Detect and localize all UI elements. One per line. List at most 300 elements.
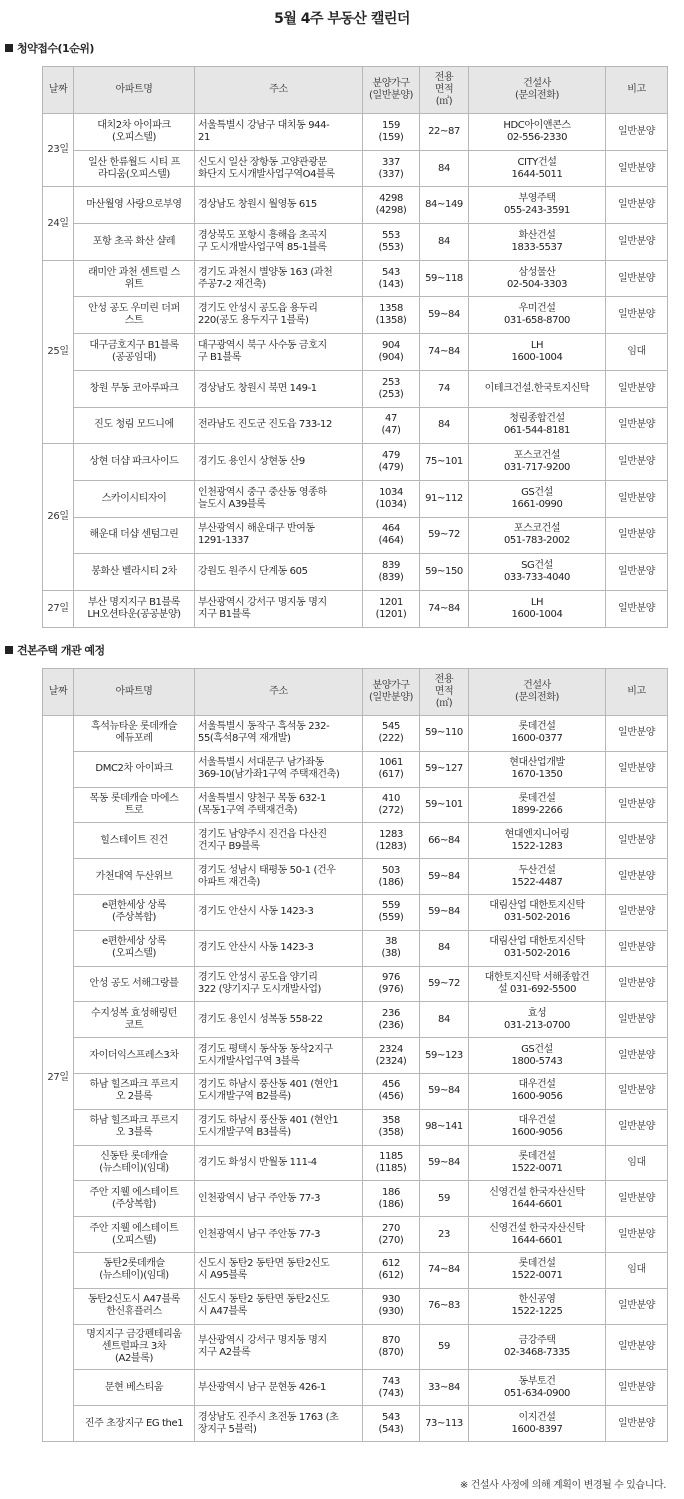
- builder-cell: [469, 1038, 606, 1074]
- units-general: (222): [378, 733, 404, 745]
- table-row: [43, 1324, 668, 1370]
- units-general: (870): [378, 1346, 404, 1358]
- address-line: 신도시 동탄2 동탄면 동탄2신도: [198, 1258, 330, 1270]
- apt-name-line: 주안 지웰 에스테이트: [89, 1186, 179, 1198]
- date-cell: 25일: [43, 260, 74, 443]
- units-cell: [363, 823, 420, 859]
- units-total: 159: [382, 119, 400, 131]
- header-units-line: 분양가구: [372, 78, 410, 89]
- section-title-model-house: [5, 642, 105, 658]
- apt-name-line: 진주 초장지구 EG the1: [84, 1417, 184, 1429]
- builder-cell-line: HDC아이앤콘스: [503, 119, 571, 131]
- units-total: 47: [385, 413, 397, 425]
- units-cell: [363, 1038, 420, 1074]
- footnote: ※ 건설사 사정에 의해 계획이 변경될 수 있습니다.: [459, 1480, 666, 1491]
- area-cell: 84: [420, 1002, 469, 1038]
- area-cell: 74~84: [420, 1252, 469, 1288]
- units-general: (1201): [375, 608, 407, 620]
- header-area-line: 전용: [434, 674, 454, 685]
- units-cell: [363, 1217, 420, 1253]
- units-cell: [363, 114, 420, 151]
- units-cell: [363, 150, 420, 187]
- builder-cell: [469, 1406, 606, 1442]
- builder-cell: [469, 150, 606, 187]
- builder-cell-line: 1600-9056: [511, 1091, 563, 1103]
- apt-name: [74, 787, 195, 823]
- apt-name-line: 한신휴플러스: [106, 1306, 162, 1318]
- units-total: 743: [382, 1375, 400, 1387]
- area-cell: 59~84: [420, 894, 469, 930]
- note-cell: 일반분양: [606, 1002, 668, 1038]
- units-general: (976): [378, 983, 404, 995]
- table-row: [43, 1370, 668, 1406]
- builder-cell-line: 신영건설 한국자산신탁: [489, 1186, 585, 1198]
- section-title-text: 청약접수(1순위): [17, 42, 94, 55]
- subscription-table: [42, 66, 668, 628]
- address: [195, 480, 363, 517]
- apt-name: [74, 1181, 195, 1217]
- header-row: [43, 67, 668, 114]
- square-bullet-icon: [5, 646, 13, 654]
- units-cell: [363, 517, 420, 554]
- builder-cell: [469, 1370, 606, 1406]
- date-cell: 24일: [43, 187, 74, 260]
- builder-cell-line: 02-504-3303: [506, 278, 568, 290]
- units-cell: [363, 187, 420, 224]
- units-total: 545: [382, 721, 400, 733]
- address-line: 1291-1337: [198, 535, 249, 547]
- address-line: 서울특별시 강남구 대치동 944-: [198, 119, 330, 131]
- header-date-line: 날짜: [48, 686, 68, 697]
- builder-cell: [469, 823, 606, 859]
- area-cell: 59~101: [420, 787, 469, 823]
- apt-name-line: 센트럴파크 3차: [101, 1340, 167, 1352]
- builder-cell-line: 1600-0377: [511, 733, 563, 745]
- table-row: [43, 1073, 668, 1109]
- address-line: 장지구 5블럭): [198, 1423, 257, 1435]
- units-total: 870: [382, 1334, 400, 1346]
- builder-cell-line: 031-717-9200: [503, 462, 571, 474]
- address-line: 지구 A2블록: [198, 1346, 251, 1358]
- header-area-line: 면적: [434, 686, 454, 697]
- apt-name: [74, 1217, 195, 1253]
- address-line: 강원도 원주시 단계동 605: [198, 566, 308, 578]
- apt-name-line: 오 2블록: [115, 1091, 153, 1103]
- area-cell: 74~84: [420, 334, 469, 371]
- header-date: [43, 669, 74, 716]
- apt-name-line: 문현 베스티움: [104, 1381, 164, 1393]
- header-apt: 아파트명: [74, 669, 195, 716]
- builder-cell-line: 청림종합건설: [509, 413, 565, 425]
- builder-cell: [469, 224, 606, 261]
- apt-name-line: (공공임대): [111, 351, 157, 363]
- address: [195, 260, 363, 297]
- apt-name-line: 하남 힐즈파크 푸르지: [89, 1079, 179, 1091]
- units-general: (559): [378, 912, 404, 924]
- units-cell: [363, 1406, 420, 1442]
- address-line: 부산광역시 강서구 명지동 명지: [198, 1334, 327, 1346]
- units-general: (186): [378, 1198, 404, 1210]
- apt-name-line: 목동 롯데캐슬 마에스: [89, 792, 179, 804]
- builder-cell: [469, 1181, 606, 1217]
- apt-name: [74, 554, 195, 591]
- units-cell: [363, 716, 420, 752]
- table-row: [43, 297, 668, 334]
- builder-cell-line: 02-3468-7335: [503, 1346, 571, 1358]
- builder-cell-line: 대우건설: [518, 1079, 556, 1091]
- area-cell: 76~83: [420, 1288, 469, 1324]
- apt-name-line: 스트: [124, 315, 144, 327]
- table-row: [43, 1002, 668, 1038]
- note-cell: 임대: [606, 334, 668, 371]
- apt-name-line: 해운대 더샵 센텀그린: [89, 529, 179, 541]
- apt-name-line: (주상복합): [111, 1198, 157, 1210]
- apt-name-line: 대구금호지구 B1블록: [89, 339, 179, 351]
- units-total: 559: [382, 900, 400, 912]
- units-total: 612: [382, 1258, 400, 1270]
- builder-cell-line: 이테크건설.한국토지신탁: [484, 382, 590, 394]
- address: [195, 554, 363, 591]
- address-line: 전라남도 진도군 진도읍 733-12: [198, 419, 332, 431]
- address: [195, 1038, 363, 1074]
- table-row: [43, 1252, 668, 1288]
- header-area-line: 전용: [434, 72, 454, 83]
- units-cell: [363, 1370, 420, 1406]
- apt-name-line: 동탄2롯데캐슬: [103, 1258, 165, 1270]
- table-row: [43, 260, 668, 297]
- apt-name: [74, 930, 195, 966]
- address-line: 도시개발구역 B2블록): [198, 1091, 291, 1103]
- table-row: [43, 407, 668, 444]
- address: [195, 966, 363, 1002]
- builder-cell-line: 1800-5743: [511, 1055, 563, 1067]
- builder-cell-line: 포스코건설: [513, 450, 561, 462]
- address-line: 경기도 하남시 풍산동 401 (현안1: [198, 1079, 339, 1091]
- table-row: [43, 187, 668, 224]
- header-date: [43, 67, 74, 114]
- area-cell: 59~84: [420, 859, 469, 895]
- address-line: 경기도 남양주시 진건읍 다산진: [198, 828, 327, 840]
- units-general: (1034): [375, 498, 407, 510]
- apt-name-line: 마산월영 사랑으로부영: [86, 199, 182, 211]
- builder-cell-line: 대림산업 대한토지신탁: [489, 936, 585, 948]
- apt-name-line: 안성 공도 우미린 더퍼: [88, 303, 180, 315]
- address-line: 부산광역시 남구 문현동 426-1: [198, 1381, 326, 1393]
- area-cell: 59~118: [420, 260, 469, 297]
- address-line: 신도시 일산 장항동 고양관광문: [198, 156, 327, 168]
- area-cell: 73~113: [420, 1406, 469, 1442]
- units-general: (143): [378, 278, 404, 290]
- table-row: [43, 517, 668, 554]
- address: [195, 150, 363, 187]
- units-total: 543: [382, 266, 400, 278]
- units-cell: [363, 590, 420, 627]
- units-general: (930): [378, 1306, 404, 1318]
- address-line: 대구광역시 북구 사수동 금호지: [198, 339, 327, 351]
- address-line: 경상남도 창원시 북면 149-1: [198, 382, 317, 394]
- address-line: 도시개발사업구역 3블록: [198, 1055, 300, 1067]
- address: [195, 1109, 363, 1145]
- address: [195, 1002, 363, 1038]
- builder-cell-line: 두산건설: [518, 864, 556, 876]
- header-builder-line: (문의전화): [514, 692, 560, 703]
- apt-name: [74, 1145, 195, 1181]
- apt-name-line: 자이더익스프레스3차: [89, 1049, 179, 1061]
- address-line: 시 A47블록: [198, 1306, 247, 1318]
- note-cell: 일반분양: [606, 1370, 668, 1406]
- units-cell: [363, 930, 420, 966]
- address-line: 경기도 안산시 사동 1423-3: [198, 942, 314, 954]
- address: [195, 1073, 363, 1109]
- address-line: 서울특별시 동작구 흑석동 232-: [198, 721, 330, 733]
- builder-cell-line: 삼성물산: [518, 266, 556, 278]
- header-units-line: (일반분양): [368, 90, 414, 101]
- note-cell: 임대: [606, 1252, 668, 1288]
- builder-cell-line: 1833-5537: [511, 241, 563, 253]
- area-cell: 84: [420, 224, 469, 261]
- header-addr: 주소: [195, 669, 363, 716]
- builder-cell-line: CITY건설: [517, 156, 557, 168]
- apt-name-line: (오피스텔): [111, 1234, 157, 1246]
- apt-name: [74, 114, 195, 151]
- units-cell: [363, 224, 420, 261]
- address: [195, 1324, 363, 1370]
- address: [195, 1252, 363, 1288]
- units-cell: [363, 1288, 420, 1324]
- builder-cell-line: 055-243-3591: [503, 205, 571, 217]
- builder-cell-line: 1522-0071: [511, 1162, 563, 1174]
- apt-name: [74, 187, 195, 224]
- apt-name-line: 주안 지웰 에스테이트: [89, 1222, 179, 1234]
- units-cell: [363, 787, 420, 823]
- note-cell: 일반분양: [606, 407, 668, 444]
- section-title-text: 견본주택 개관 예정: [17, 644, 105, 657]
- address-line: 도시개발구역 B3블록): [198, 1127, 291, 1139]
- area-cell: 98~141: [420, 1109, 469, 1145]
- address-line: 경상남도 진주시 초전동 1763 (초: [198, 1411, 339, 1423]
- units-total: 236: [382, 1007, 400, 1019]
- units-cell: [363, 407, 420, 444]
- units-cell: [363, 554, 420, 591]
- table-row: [43, 751, 668, 787]
- units-cell: [363, 1002, 420, 1038]
- header-row: [43, 669, 668, 716]
- units-general: (4298): [375, 205, 407, 217]
- apt-name-line: 일산 한류월드 시티 프: [88, 156, 180, 168]
- address-line: 경기도 하남시 풍산동 401 (현안1: [198, 1115, 339, 1127]
- units-total: 456: [382, 1079, 400, 1091]
- address: [195, 370, 363, 407]
- units-general: (1358): [375, 315, 407, 327]
- units-general: (617): [378, 769, 404, 781]
- apt-name-line: 에듀포레: [115, 733, 153, 745]
- builder-cell-line: LH: [530, 339, 544, 351]
- apt-name: [74, 1288, 195, 1324]
- units-total: 186: [382, 1186, 400, 1198]
- header-builder-line: 건설사: [523, 78, 551, 89]
- page-title: 5월 4주 부동산 캘린더: [274, 11, 410, 27]
- apt-name-line: (A2블록): [115, 1352, 153, 1364]
- note-cell: 일반분양: [606, 1181, 668, 1217]
- builder-cell: [469, 517, 606, 554]
- header-area-line: 면적: [434, 84, 454, 95]
- apt-name-line: 대치2차 아이파크: [97, 119, 171, 131]
- date-cell: 26일: [43, 444, 74, 591]
- table-row: [43, 370, 668, 407]
- area-cell: 91~112: [420, 480, 469, 517]
- units-general: (272): [378, 804, 404, 816]
- units-general: (743): [378, 1387, 404, 1399]
- apt-name: [74, 480, 195, 517]
- builder-cell: [469, 859, 606, 895]
- builder-cell-line: 이지건설: [518, 1411, 556, 1423]
- builder-cell: [469, 334, 606, 371]
- note-cell: 일반분양: [606, 1324, 668, 1370]
- model-house-table: [42, 668, 668, 1442]
- apt-name: [74, 334, 195, 371]
- table-row: [43, 787, 668, 823]
- header-area-line: (㎡): [435, 698, 453, 709]
- builder-cell-line: 대우건설: [518, 1115, 556, 1127]
- address: [195, 334, 363, 371]
- address-line: 시 A95블록: [198, 1270, 247, 1282]
- units-total: 1185: [379, 1150, 403, 1162]
- address-line: 부산광역시 해운대구 반여동: [198, 523, 315, 535]
- units-cell: [363, 1324, 420, 1370]
- units-total: 976: [382, 971, 400, 983]
- address-line: (목동1구역 주택재건축): [198, 804, 298, 816]
- area-cell: 59: [420, 1324, 469, 1370]
- address-line: 369-10(남가좌1구역 주택재건축): [198, 769, 340, 781]
- apt-name-line: 명지지구 금강펜테리움: [86, 1328, 182, 1340]
- builder-cell-line: 롯데건설: [518, 792, 556, 804]
- builder-cell-line: 포스코건설: [513, 523, 561, 535]
- date-cell: 23일: [43, 114, 74, 187]
- address-line: 경기도 안산시 사동 1423-3: [198, 906, 314, 918]
- note-cell: 일반분양: [606, 260, 668, 297]
- area-cell: 59~110: [420, 716, 469, 752]
- builder-cell-line: 현대엔지니어링: [504, 828, 570, 840]
- address: [195, 1145, 363, 1181]
- note-cell: 일반분양: [606, 114, 668, 151]
- apt-name-line: (뉴스테이)(임대): [99, 1162, 169, 1174]
- header-builder-line: 건설사: [523, 680, 551, 691]
- units-general: (186): [378, 876, 404, 888]
- address-line: 건지구 B9블록: [198, 840, 260, 852]
- address-line: 경상북도 포항시 흥해읍 초곡지: [198, 229, 327, 241]
- apt-name: [74, 1038, 195, 1074]
- apt-name: [74, 751, 195, 787]
- units-total: 479: [382, 450, 400, 462]
- builder-cell-line: 롯데건설: [518, 1150, 556, 1162]
- apt-name: [74, 260, 195, 297]
- note-cell: 일반분양: [606, 716, 668, 752]
- builder-cell-line: 1670-1350: [511, 769, 563, 781]
- area-cell: 75~101: [420, 444, 469, 481]
- address-line: 화단지 도시개발사업구역O4블록: [198, 168, 335, 180]
- note-cell: 일반분양: [606, 966, 668, 1002]
- apt-name: [74, 224, 195, 261]
- apt-name: [74, 966, 195, 1002]
- address: [195, 859, 363, 895]
- units-total: 1283: [379, 828, 403, 840]
- address-line: 경기도 성남시 태평동 50-1 (건우: [198, 864, 336, 876]
- date-cell: 27일: [43, 590, 74, 627]
- units-total: 1358: [379, 303, 403, 315]
- units-general: (1185): [375, 1162, 407, 1174]
- address-line: 인천광역시 중구 중산동 영종하: [198, 486, 327, 498]
- header-area: [420, 669, 469, 716]
- builder-cell-line: 대한토지신탁 서해종합건: [484, 971, 590, 983]
- builder-cell-line: 1600-1004: [511, 351, 563, 363]
- units-total: 839: [382, 560, 400, 572]
- address: [195, 716, 363, 752]
- area-cell: 84: [420, 407, 469, 444]
- builder-cell-line: 1522-0071: [511, 1270, 563, 1282]
- apt-name-line: 신동탄 롯데캐슬: [100, 1150, 168, 1162]
- units-general: (553): [378, 241, 404, 253]
- table-row: [43, 554, 668, 591]
- builder-cell-line: 031-502-2016: [503, 948, 571, 960]
- units-total: 337: [382, 156, 400, 168]
- address: [195, 444, 363, 481]
- builder-cell-line: 1600-1004: [511, 608, 563, 620]
- apt-name-line: 라디움(오피스텔): [98, 168, 170, 180]
- builder-cell: [469, 787, 606, 823]
- note-cell: 일반분양: [606, 930, 668, 966]
- builder-cell: [469, 1252, 606, 1288]
- address-line: 21: [198, 131, 210, 143]
- units-general: (47): [381, 425, 401, 437]
- builder-cell-line: GS건설: [521, 486, 553, 498]
- apt-name: [74, 1324, 195, 1370]
- units-general: (358): [378, 1127, 404, 1139]
- header-apt: 아파트명: [74, 67, 195, 114]
- units-general: (236): [378, 1019, 404, 1031]
- header-units-line: 분양가구: [372, 680, 410, 691]
- table-row: [43, 930, 668, 966]
- apt-name-line: 부산 명지지구 B1블록: [87, 596, 181, 608]
- apt-name: [74, 444, 195, 481]
- apt-name: [74, 1406, 195, 1442]
- table-row: [43, 114, 668, 151]
- builder-cell: [469, 1073, 606, 1109]
- address-line: 주공7-2 재건축): [198, 278, 266, 290]
- apt-name: [74, 590, 195, 627]
- area-cell: 59~84: [420, 297, 469, 334]
- builder-cell-line: 02-556-2330: [506, 131, 568, 143]
- address-line: 322 (양기지구 도시개발사업): [198, 983, 322, 995]
- address-line: 경기도 안성시 공도읍 용두리: [198, 303, 318, 315]
- table-row: [43, 894, 668, 930]
- area-cell: 59~72: [420, 517, 469, 554]
- area-cell: 59~84: [420, 1145, 469, 1181]
- builder-cell: [469, 187, 606, 224]
- builder-cell-line: 1644-6601: [511, 1234, 563, 1246]
- units-general: (612): [378, 1270, 404, 1282]
- apt-name-line: 창원 무동 코아루파크: [89, 382, 179, 394]
- builder-cell: [469, 297, 606, 334]
- note-cell: 일반분양: [606, 480, 668, 517]
- apt-name-line: 수지성복 효성해링턴: [90, 1007, 178, 1019]
- area-cell: 59~123: [420, 1038, 469, 1074]
- note-cell: 일반분양: [606, 1288, 668, 1324]
- note-cell: 일반분양: [606, 1073, 668, 1109]
- note-cell: 일반분양: [606, 224, 668, 261]
- builder-cell: [469, 894, 606, 930]
- builder-cell: [469, 751, 606, 787]
- units-general: (38): [381, 948, 401, 960]
